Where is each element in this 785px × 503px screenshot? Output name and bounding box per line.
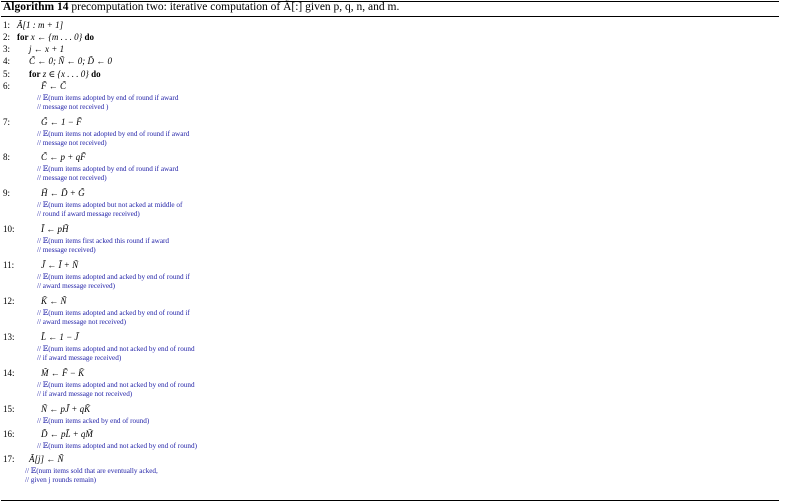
keyword-for: for	[17, 32, 29, 42]
expression: K̃ ← Ñ	[41, 296, 67, 306]
line-comment: // 𝔼(num items sold that are eventually acked,	[25, 467, 158, 475]
expression: x ← {m . . . 0}	[30, 32, 83, 42]
line-comment: // 𝔼(num items acked by end of round)	[37, 417, 150, 425]
line-number: 10:	[3, 224, 15, 234]
line-number: 7:	[3, 117, 11, 127]
expression: z ∈ {x . . . 0}	[42, 69, 89, 79]
line-comment: // round if award message received)	[37, 210, 140, 218]
line-code	[41, 223, 69, 235]
line-comment: // 𝔼(num items adopted by end of round if award	[37, 165, 179, 173]
line-comment: // 𝔼(num items adopted and not acked by end of round	[37, 345, 195, 353]
line-comment: // message not received)	[37, 139, 107, 147]
expression: H̃ ← D̃ + G̃	[41, 188, 85, 198]
algorithm-line	[0, 295, 778, 326]
line-number: 4:	[3, 56, 11, 66]
line-code	[41, 295, 67, 307]
line-code	[41, 151, 86, 163]
line-number: 14:	[3, 368, 15, 378]
algorithm-line	[0, 259, 778, 290]
line-code	[17, 19, 63, 31]
line-number: 17:	[3, 454, 15, 464]
line-comment: // award message received)	[37, 282, 116, 290]
line-comment: // 𝔼(num items adopted and acked by end of round if	[37, 273, 190, 281]
algorithm-line	[0, 187, 778, 218]
algorithm-line	[0, 80, 778, 111]
expression: Ã[j] ← Ñ	[29, 454, 64, 464]
line-number: 16:	[3, 429, 15, 439]
line-comment: // message not received)	[37, 174, 107, 182]
algorithm-line	[0, 331, 778, 362]
line-number: 2:	[3, 32, 11, 42]
line-comment: // if award message not received)	[37, 390, 133, 398]
algorithm-line	[0, 116, 778, 147]
line-number: 11:	[3, 260, 15, 270]
expression: C̃ ← p + qF̃	[41, 152, 86, 162]
line-code	[41, 331, 78, 343]
algorithm-line	[0, 19, 778, 31]
keyword-do: do	[84, 32, 94, 42]
line-number: 1:	[3, 20, 11, 30]
line-code	[41, 367, 84, 379]
algorithm-line	[0, 453, 778, 484]
expression: M̃ ← F̃ − K̃	[41, 368, 85, 378]
header-rule	[1, 16, 779, 17]
expression: Ã[1 : m + 1]	[17, 20, 64, 30]
line-comment: // 𝔼(num items first acked this round if award	[37, 237, 170, 245]
line-comment: // message not received )	[37, 103, 109, 111]
algorithm-label: Algorithm 14	[3, 1, 69, 13]
expression: Ĩ ← pH̃	[41, 224, 69, 234]
line-number: 5:	[3, 69, 11, 79]
expression: G̃ ← 1 − F̃	[41, 117, 82, 127]
line-code	[41, 403, 90, 415]
line-code	[29, 55, 112, 67]
expression: F̃ ← C̃	[41, 81, 67, 91]
line-number: 8:	[3, 152, 11, 162]
line-number: 13:	[3, 332, 15, 342]
expression: L̃ ← 1 − J̃	[41, 332, 79, 342]
line-number: 6:	[3, 81, 11, 91]
algorithm-line	[0, 55, 778, 67]
expression: C̃ ← 0; Ñ ← 0; D̃ ← 0	[29, 56, 112, 66]
line-comment: // 𝔼(num items not adopted by end of round if award	[37, 130, 190, 138]
line-code	[29, 43, 64, 55]
algorithm-line	[0, 31, 778, 43]
line-number: 9:	[3, 188, 11, 198]
expression: j ← x + 1	[29, 44, 65, 54]
line-comment: // 𝔼(num items adopted by end of round if award	[37, 94, 179, 102]
line-number: 15:	[3, 404, 15, 414]
line-comment: // message received)	[37, 246, 96, 254]
keyword-do: do	[91, 69, 101, 79]
line-comment: // 𝔼(num items adopted and not acked by end of round	[37, 381, 195, 389]
algorithm-line	[0, 403, 778, 425]
line-comment: // 𝔼(num items adopted and acked by end of round if	[37, 309, 190, 317]
algorithm-line	[0, 43, 778, 55]
line-number: 12:	[3, 296, 15, 306]
expression: J̃ ← Ĩ + Ñ	[41, 260, 79, 270]
line-code	[41, 80, 66, 92]
line-code	[29, 68, 101, 80]
line-comment: // award message not received)	[37, 318, 127, 326]
algorithm-line	[0, 68, 778, 80]
algorithm-line	[0, 223, 778, 254]
line-code	[41, 259, 78, 271]
expression: Ñ ← pJ̃ + qK̃	[41, 404, 91, 414]
expression: D̃ ← pL̃ + qM̃	[41, 429, 93, 439]
line-code	[41, 187, 85, 199]
algorithm-line	[0, 428, 778, 450]
line-code	[41, 428, 93, 440]
line-comment: // if award message received)	[37, 354, 122, 362]
line-number: 3:	[3, 44, 11, 54]
algorithm-line	[0, 367, 778, 398]
line-comment: // given j rounds remain)	[25, 476, 97, 484]
line-code	[17, 31, 94, 43]
algorithm-line	[0, 151, 778, 182]
keyword-for: for	[29, 69, 41, 79]
algorithm-title	[3, 1, 399, 13]
line-code	[29, 453, 64, 465]
bottom-rule	[1, 500, 779, 501]
line-comment: // 𝔼(num items adopted but not acked at middle of	[37, 201, 183, 209]
algorithm-caption: precomputation two: iterative computation of Ã[:] given p, q, n, and m.	[71, 1, 400, 13]
line-code	[41, 116, 82, 128]
line-comment: // 𝔼(num items adopted and not acked by end of round)	[37, 442, 197, 450]
